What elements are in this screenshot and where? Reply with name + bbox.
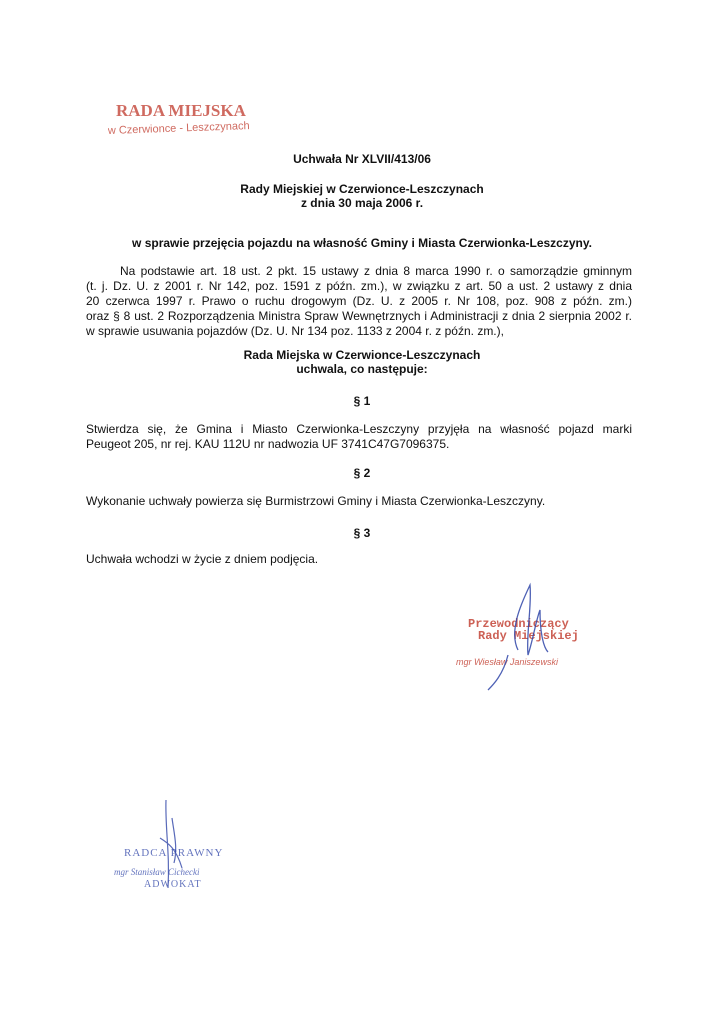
chair-stamp-name: mgr Wiesław Janiszewski bbox=[456, 657, 558, 667]
section-mark: § 2 bbox=[353, 466, 371, 480]
section-line: Wykonanie uchwały powierza się Burmistrzowi Gminy i Miasta Czerwionka-Leszczyny. bbox=[86, 494, 546, 508]
preamble-line: w sprawie usuwania pojazdów (Dz. U. Nr 134 poz. 1133 z 2004 r. z późn. zm.), bbox=[86, 324, 504, 338]
stamp-header-line1: RADA MIEJSKA bbox=[116, 101, 246, 120]
preamble bbox=[86, 264, 632, 339]
section-2-text bbox=[86, 494, 632, 509]
resolving-phrase: uchwala, co następuje: bbox=[296, 362, 428, 376]
legal-stamp-line3: ADWOKAT bbox=[144, 879, 202, 890]
chair-stamp-line1: Przewodniczący bbox=[468, 617, 569, 631]
legal-stamp-name: mgr Stanisław Cichecki bbox=[114, 867, 200, 877]
legal-stamp-line1: RADCA PRAWNY bbox=[124, 847, 224, 859]
chair-stamp-line2: Rady Miejskiej bbox=[478, 629, 579, 643]
section-mark: § 1 bbox=[353, 394, 371, 408]
resolution-subject: w sprawie przejęcia pojazdu na własność Gminy i Miasta Czerwionka-Leszczyny. bbox=[132, 236, 592, 250]
section-line: Peugeot 205, nr rej. KAU 112U nr nadwozia UF 3741C47G7096375. bbox=[86, 437, 450, 451]
preamble-line: Na podstawie art. 18 ust. 2 pkt. 15 ustawy z dnia 8 marca 1990 r. o samorządzie gminnym bbox=[120, 264, 632, 278]
legal-advisor-signature-stamp bbox=[110, 798, 250, 893]
section-line: Stwierdza się, że Gmina i Miasto Czerwionka-Leszczyny przyjęła na własność pojazd marki bbox=[86, 422, 632, 436]
section-mark: § 3 bbox=[353, 526, 371, 540]
section-line: Uchwała wchodzi w życie z dniem podjęcia. bbox=[86, 552, 319, 566]
resolution-number: Uchwała Nr XLVII/413/06 bbox=[293, 152, 431, 166]
chairman-signature-stamp bbox=[448, 580, 623, 695]
stamp-header-line2: w Czerwionce - Leszczynach bbox=[108, 120, 250, 137]
section-1-text bbox=[86, 422, 632, 452]
preamble-line: (t. j. Dz. U. z 2001 r. Nr 142, poz. 1591 z późn. zm.), w związku z art. 50 a ust. 2 ustawy z dnia bbox=[86, 279, 632, 293]
resolving-body: Rada Miejska w Czerwionce-Leszczynach bbox=[243, 348, 481, 362]
resolution-date: z dnia 30 maja 2006 r. bbox=[300, 196, 424, 210]
preamble-line: 20 czerwca 1997 r. Prawo o ruchu drogowym (Dz. U. z 2005 r. Nr 108, poz. 908 z późn. zm.) bbox=[86, 294, 632, 308]
section-3-text bbox=[86, 552, 632, 567]
council-header-stamp bbox=[108, 98, 278, 146]
council-name: Rady Miejskiej w Czerwionce-Leszczynach bbox=[240, 182, 484, 196]
preamble-line: oraz § 8 ust. 2 Rozporządzenia Ministra Spraw Wewnętrznych i Administracji z dnia 2 sierpnia 2002 r. bbox=[86, 309, 632, 323]
